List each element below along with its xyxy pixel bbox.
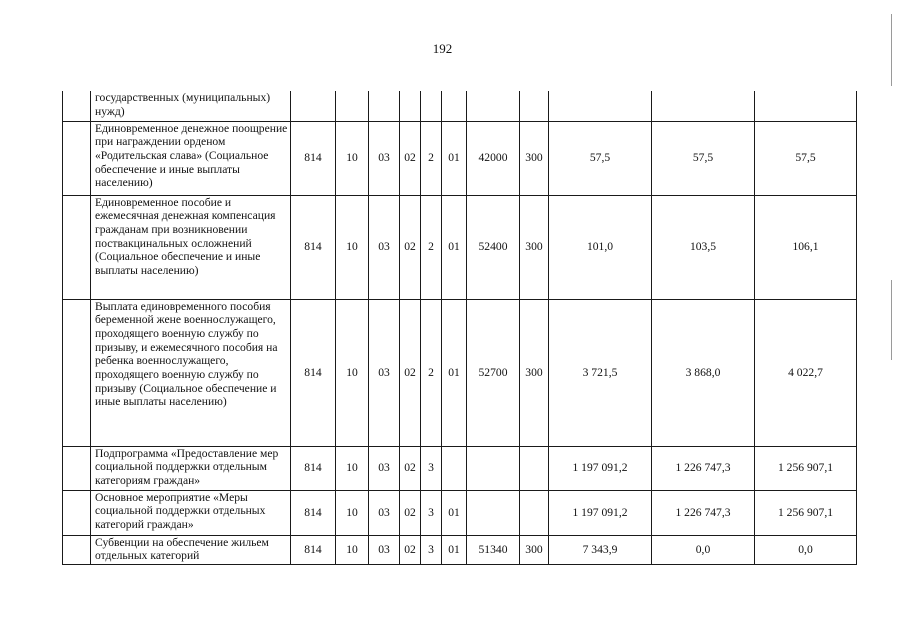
table-row xyxy=(63,195,857,299)
amount-year2-cell: 3 868,0 xyxy=(652,299,755,446)
pr-cell: 03 xyxy=(369,121,400,195)
row-name-cell: Единовременное пособие и ежемесячная денежная компенсация гражданам при возникновении поствакцинальных осложнений (Социальное обеспечение и иные выплаты населению) xyxy=(91,195,291,299)
glava-cell: 814 xyxy=(291,195,336,299)
amount-year2-cell: 57,5 xyxy=(652,121,755,195)
pr-cell: 03 xyxy=(369,446,400,490)
rz-cell: 10 xyxy=(336,446,369,490)
subprogram-code-cell: 3 xyxy=(421,535,442,564)
program-code-cell: 02 xyxy=(400,535,421,564)
glava-cell: 814 xyxy=(291,490,336,535)
glava-cell xyxy=(291,91,336,121)
pr-cell: 03 xyxy=(369,490,400,535)
rz-cell: 10 xyxy=(336,195,369,299)
direction-code-cell xyxy=(467,490,520,535)
pr-cell: 03 xyxy=(369,535,400,564)
glava-cell: 814 xyxy=(291,535,336,564)
activity-code-cell xyxy=(442,91,467,121)
vr-cell xyxy=(520,91,549,121)
page-number: 192 xyxy=(432,41,453,56)
subprogram-code-cell: 2 xyxy=(421,299,442,446)
amount-year3-cell: 4 022,7 xyxy=(755,299,857,446)
amount-year3-cell: 106,1 xyxy=(755,195,857,299)
activity-code-cell: 01 xyxy=(442,490,467,535)
activity-code-cell: 01 xyxy=(442,195,467,299)
row-name-cell: Подпрограмма «Предоставление мер социальной поддержки отдельным категориям граждан» xyxy=(91,446,291,490)
amount-year3-cell: 1 256 907,1 xyxy=(755,490,857,535)
amount-year1-cell xyxy=(549,91,652,121)
amount-year3-cell: 57,5 xyxy=(755,121,857,195)
direction-code-cell: 42000 xyxy=(467,121,520,195)
glava-cell: 814 xyxy=(291,446,336,490)
amount-year3-cell: 0,0 xyxy=(755,535,857,564)
pr-cell xyxy=(369,91,400,121)
direction-code-cell: 52400 xyxy=(467,195,520,299)
glava-cell: 814 xyxy=(291,121,336,195)
subprogram-code-cell: 3 xyxy=(421,490,442,535)
pr-cell: 03 xyxy=(369,299,400,446)
table-row xyxy=(63,91,857,121)
table-cell-blank xyxy=(63,121,91,195)
table-row xyxy=(63,490,857,535)
rz-cell xyxy=(336,91,369,121)
program-code-cell xyxy=(400,91,421,121)
table-cell-blank xyxy=(63,490,91,535)
subprogram-code-cell: 2 xyxy=(421,121,442,195)
amount-year2-cell: 0,0 xyxy=(652,535,755,564)
row-name-cell: Основное мероприятие «Меры социальной поддержки отдельных категорий граждан» xyxy=(91,490,291,535)
program-code-cell: 02 xyxy=(400,490,421,535)
amount-year2-cell: 1 226 747,3 xyxy=(652,446,755,490)
scan-edge-line xyxy=(891,280,892,360)
pr-cell: 03 xyxy=(369,195,400,299)
program-code-cell: 02 xyxy=(400,299,421,446)
amount-year1-cell: 7 343,9 xyxy=(549,535,652,564)
activity-code-cell: 01 xyxy=(442,121,467,195)
amount-year2-cell: 103,5 xyxy=(652,195,755,299)
activity-code-cell: 01 xyxy=(442,535,467,564)
table-row xyxy=(63,299,857,446)
vr-cell xyxy=(520,490,549,535)
vr-cell: 300 xyxy=(520,299,549,446)
table-row xyxy=(63,446,857,490)
rz-cell: 10 xyxy=(336,535,369,564)
program-code-cell: 02 xyxy=(400,446,421,490)
row-name-cell: Единовременное денежное поощрение при награждении орденом «Родительская слава» (Социальное обеспечение и иные выплаты населению) xyxy=(91,121,291,195)
table-cell-blank xyxy=(63,535,91,564)
rz-cell: 10 xyxy=(336,490,369,535)
glava-cell: 814 xyxy=(291,299,336,446)
row-name: Субвенции на обеспечение жильем отдельных категорий xyxy=(95,535,269,563)
vr-cell: 300 xyxy=(520,121,549,195)
direction-code-cell xyxy=(467,446,520,490)
amount-year1-cell: 1 197 091,2 xyxy=(549,446,652,490)
table-cell-blank xyxy=(63,446,91,490)
amount-year3-cell: 1 256 907,1 xyxy=(755,446,857,490)
row-name-cell: Выплата единовременного пособия беременной жене военнослужащего, проходящего военную службу по призыву, и ежемесячного пособия на ребенка военнослужащего, проходящего военную службу по призыву (Социальное обеспечение и иные выплаты населению) xyxy=(91,299,291,446)
direction-code-cell: 52700 xyxy=(467,299,520,446)
table-cell-blank xyxy=(63,299,91,446)
vr-cell: 300 xyxy=(520,535,549,564)
activity-code-cell xyxy=(442,446,467,490)
scan-edge-line xyxy=(891,14,892,86)
direction-code-cell xyxy=(467,91,520,121)
amount-year1-cell: 1 197 091,2 xyxy=(549,490,652,535)
subprogram-code-cell: 3 xyxy=(421,446,442,490)
rz-cell: 10 xyxy=(336,299,369,446)
amount-year3-cell xyxy=(755,91,857,121)
amount-year1-cell: 57,5 xyxy=(549,121,652,195)
table-row xyxy=(63,121,857,195)
table-row xyxy=(63,535,857,564)
row-name: государственных (муниципальных) нужд) xyxy=(95,91,271,118)
row-name-cell xyxy=(91,91,291,121)
vr-cell: 300 xyxy=(520,195,549,299)
table-cell-blank xyxy=(63,195,91,299)
table-cell-blank xyxy=(63,91,91,121)
amount-year2-cell xyxy=(652,91,755,121)
direction-code-cell: 51340 xyxy=(467,535,520,564)
activity-code-cell: 01 xyxy=(442,299,467,446)
rz-cell: 10 xyxy=(336,121,369,195)
budget-table xyxy=(62,91,857,565)
subprogram-code-cell: 2 xyxy=(421,195,442,299)
vr-cell xyxy=(520,446,549,490)
amount-year2-cell: 1 226 747,3 xyxy=(652,490,755,535)
row-name-cell xyxy=(91,535,291,564)
subprogram-code-cell xyxy=(421,91,442,121)
amount-year1-cell: 101,0 xyxy=(549,195,652,299)
amount-year1-cell: 3 721,5 xyxy=(549,299,652,446)
program-code-cell: 02 xyxy=(400,121,421,195)
program-code-cell: 02 xyxy=(400,195,421,299)
